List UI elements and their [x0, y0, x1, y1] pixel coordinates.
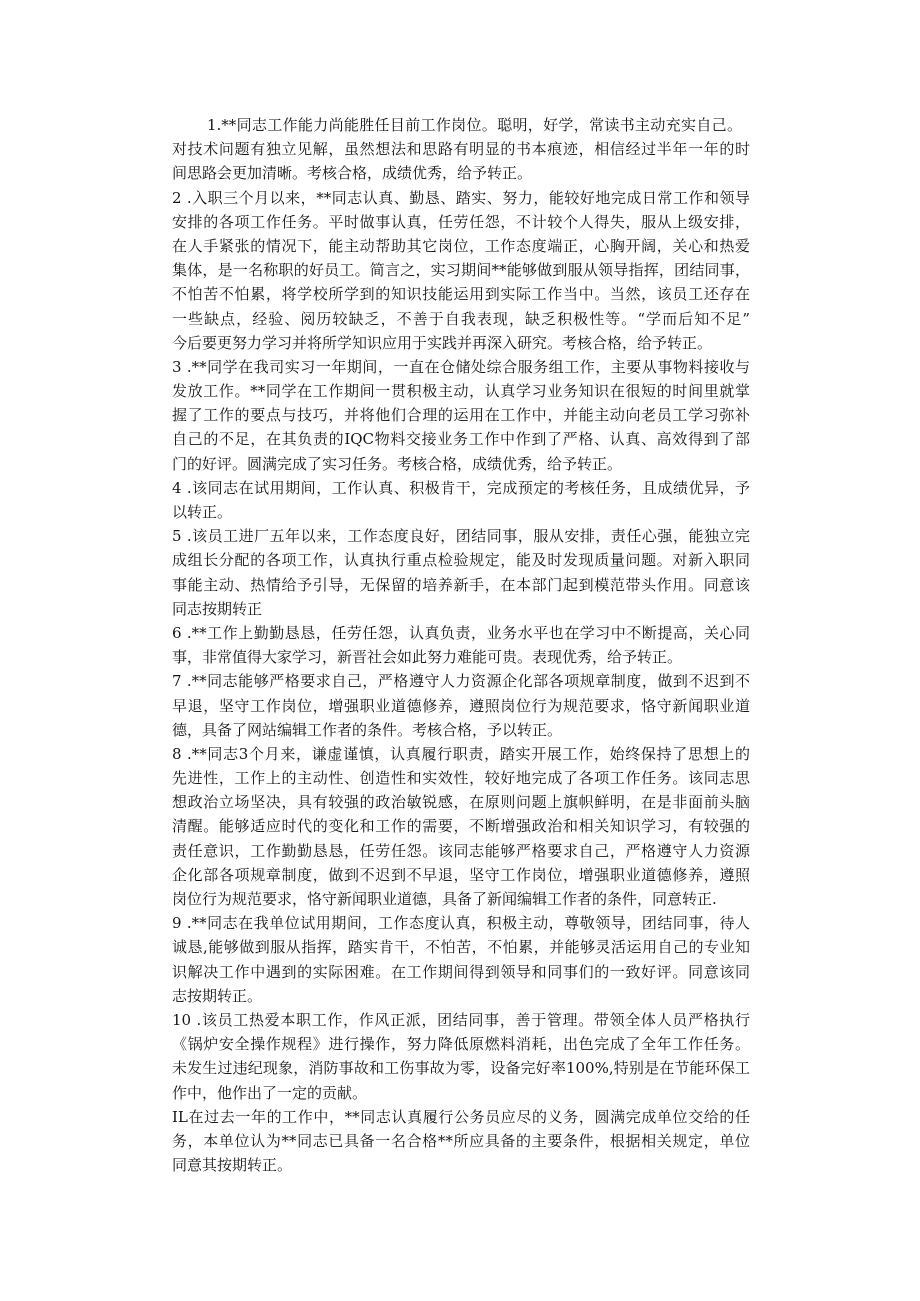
text-line: 事能主动、热情给予引导，无保留的培养新手，在本部门起到模范带头作用。同意该 — [172, 575, 750, 594]
text-line: 门的好评。圆满完成了实习任务。考核合格，成绩优秀，给予转正。 — [172, 454, 623, 473]
text-line: 8 .**同志3个月来，谦虚谨慎，认真履行职责，踏实开展工作，始终保持了思想上的 — [172, 744, 750, 763]
text-line: 成组长分配的各项工作，认真执行重点检验规定，能及时发现质量问题。对新入职同 — [172, 551, 750, 570]
text-line: 安排的各项工作任务。平时做事认真，任劳任怨，不计较个人得失，服从上级安排， — [172, 212, 750, 231]
text-line: 不怕苦不怕累，将学校所学到的知识技能运用到实际工作当中。当然，该员工还存在 — [172, 285, 750, 304]
text-line: 一些缺点，经验、阅历较缺乏，不善于自我表现，缺乏积极性等。“学而后知不足” — [172, 309, 750, 328]
text-line: 岗位行为规范要求，恪守新闻职业道德，具备了新闻编辑工作者的条件，同意转正. — [172, 890, 717, 908]
document-body — [172, 113, 750, 1177]
text-line: 6 .**工作上勤勤恳恳，任劳任怨，认真负责，业务水平也在学习中不断提高，关心同 — [172, 623, 750, 642]
text-line: 想政治立场坚决，具有较强的政治敏锐感，在原则问题上旗帜鲜明，在是非面前头脑 — [172, 793, 750, 812]
text-line: 作中，他作出了一定的贡献。 — [172, 1083, 368, 1102]
text-line: 志按期转正。 — [172, 986, 263, 1005]
text-line: 同志按期转正 — [172, 599, 263, 618]
paragraph-4 — [172, 476, 750, 524]
text-line: 同意其按期转正。 — [172, 1156, 293, 1175]
text-line: 握了工作的要点与技巧，并将他们合理的运用在工作中，并能主动向老员工学习弥补 — [172, 406, 750, 425]
text-line: 先进性，工作上的主动性、创造性和实效性，较好地完成了各项工作任务。该同志思 — [172, 769, 750, 788]
text-line: 德，具备了网站编辑工作者的条件。考核合格，予以转正。 — [172, 720, 563, 739]
text-line: 今后要更努力学习并将所学知识应用于实践并再深入研究。考核合格，给予转正。 — [172, 333, 713, 352]
text-line: 务，本单位认为**同志已具备一名合格**所应具备的主要条件，根据相关规定，单位 — [172, 1131, 750, 1150]
text-line: 企化部各项规章制度，做到不迟到不早退，坚守工作岗位，增强职业道德修养，遵照 — [172, 865, 750, 884]
text-line: 事，非常值得大家学习，新晋社会如此努力难能可贵。表现优秀，给予转正。 — [172, 648, 683, 667]
paragraph-8 — [172, 742, 750, 911]
paragraph-10 — [172, 1008, 750, 1105]
text-line: 清醒。能够适应时代的变化和工作的需要，不断增强政治和相关知识学习，有较强的 — [172, 817, 750, 836]
text-line: 在人手紧张的情况下，能主动帮助其它岗位，工作态度端正，心胸开阔，关心和热爱 — [172, 236, 750, 255]
paragraph-9 — [172, 911, 750, 1008]
text-line: 未发生过违纪现象，消防事故和工伤事故为零，设备完好率100%,特别是在节能环保工 — [172, 1059, 750, 1078]
text-line: 对技术问题有独立见解，虽然想法和思路有明显的书本痕迹，相信经过半年一年的时 — [172, 140, 750, 159]
paragraph-1 — [172, 113, 750, 186]
paragraph-5 — [172, 524, 750, 621]
text-line: 早退，坚守工作岗位，增强职业道德修养，遵照岗位行为规范要求，恪守新闻职业道 — [172, 696, 750, 715]
text-line: 7 .**同志能够严格要求自己，严格遵守人力资源企化部各项规章制度，做到不迟到不 — [172, 672, 750, 691]
text-line: 3 .**同学在我司实习一年期间，一直在仓储处综合服务组工作，主要从事物料接收与 — [172, 357, 750, 376]
paragraph-2 — [172, 186, 750, 355]
text-line: 识解决工作中遇到的实际困难。在工作期间得到领导和同事们的一致好评。同意该同 — [172, 962, 750, 981]
paragraph-6 — [172, 621, 750, 669]
text-line: 2 .入职三个月以来，**同志认真、勤恳、踏实、努力，能较好地完成日常工作和领导 — [172, 188, 750, 207]
paragraph-3 — [172, 355, 750, 476]
text-line: 10 .该员工热爱本职工作，作风正派，团结同事，善于管理。带领全体人员严格执行 — [172, 1010, 750, 1029]
text-line: 集体，是一名称职的好员工。简言之，实习期间**能够做到服从领导指挥，团结同事， — [172, 261, 750, 280]
paragraph-7 — [172, 669, 750, 742]
text-line: 自己的不足，在其负责的IQC物料交接业务工作中作到了严格、认真、高效得到了部 — [172, 430, 750, 449]
text-line: 1.**同志工作能力尚能胜任目前工作岗位。聪明，好学，常读书主动充实自己。 — [207, 116, 742, 134]
text-line: 《锅炉安全操作规程》进行操作，努力降低原燃料消耗，出色完成了全年工作任务。 — [172, 1035, 750, 1054]
text-line: 诚恳,能够做到服从指挥，踏实肯干，不怕苦，不怕累，并能够灵活运用自己的专业知 — [172, 938, 750, 957]
text-line: 5 .该员工进厂五年以来，工作态度良好，团结同事，服从安排，责任心强，能独立完 — [172, 527, 750, 546]
paragraph-11 — [172, 1105, 750, 1178]
text-line: 9 .**同志在我单位试用期间，工作态度认真，积极主动，尊敬领导，团结同事，待人 — [172, 914, 750, 933]
text-line: IL在过去一年的工作中，**同志认真履行公务员应尽的义务，圆满完成单位交给的任 — [172, 1107, 750, 1126]
text-line: 责任意识，工作勤勤恳恳，任劳任怨。该同志能够严格要求自己，严格遵守人力资源 — [172, 841, 750, 860]
text-line: 以转正。 — [172, 503, 233, 521]
text-line: 间思路会更加清晰。考核合格，成绩优秀，给予转正。 — [172, 164, 533, 183]
text-line: 4 .该同志在试用期间，工作认真、积极肯干，完成预定的考核任务，且成绩优异，予 — [172, 478, 750, 497]
text-line: 发放工作。**同学在工作期间一贯积极主动，认真学习业务知识在很短的时间里就掌 — [172, 382, 750, 401]
